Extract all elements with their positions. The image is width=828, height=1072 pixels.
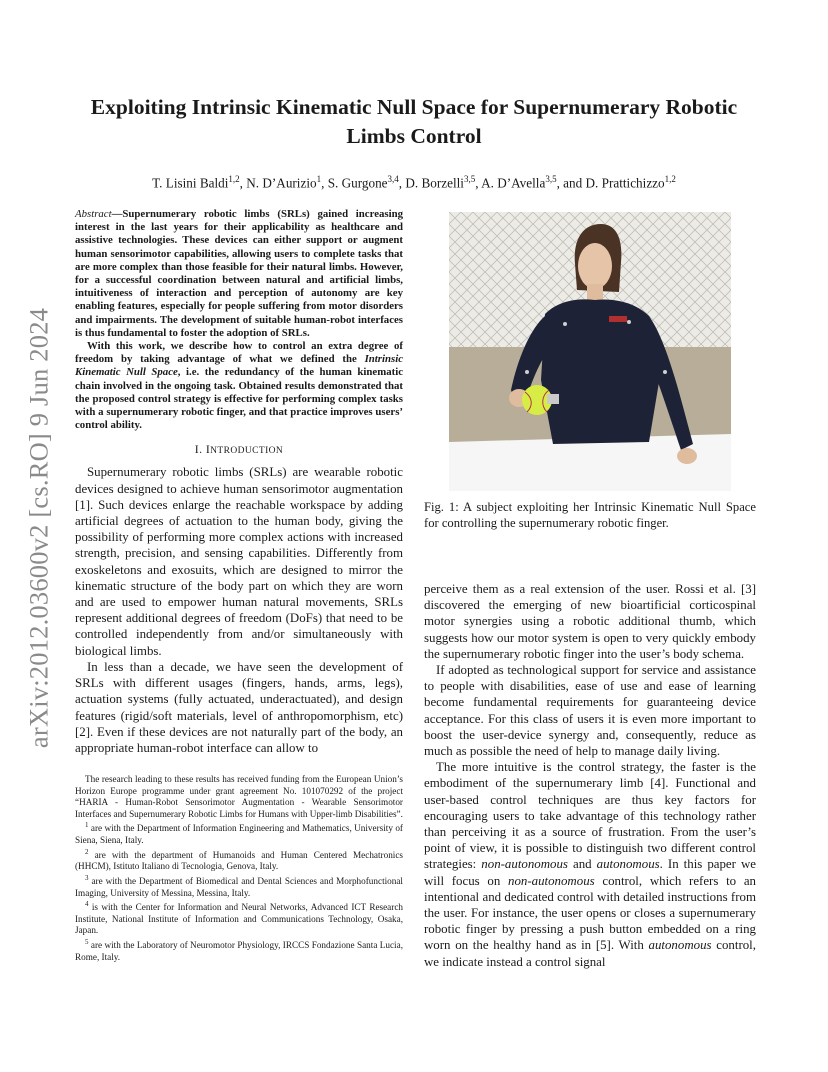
suit-logo — [609, 316, 627, 322]
author-affiliation: 1 — [316, 174, 322, 184]
abstract-paragraph-1: Abstract—Supernumerary robotic limbs (SRLs) gained increasing interest in the last years for their applicability as healthcare and assistive technologies. These devices can either support or augment human sensorimotor capabilities, allowing users to complete tasks that are more complex than those feasible for their natural limbs. However, for a successful coordination between natural and artificial limbs, intuitiveness of interaction and perception of autonomy are key enabling features, especially for people suffering from motor disorders and impairments. The development of suitable human-robot interfaces is thus fundamental to foster the adoption of SRLs. — [75, 208, 403, 339]
footnote-2: $^2$ are with the department of Humanoids and Human Centered Mechatronics (HHCM), Istituto Italiano di Tecnologia, Genova, Italy. — [75, 847, 403, 872]
author-affiliation: 1,2 — [228, 174, 240, 184]
motion-marker — [563, 322, 567, 326]
author-affiliation: 1,2 — [664, 174, 676, 184]
footnote-1: $^1$ are with the Department of Information Engineering and Mathematics, University of Siena, Siena, Italy. — [75, 821, 403, 846]
right-column — [424, 212, 756, 970]
figure-1-caption: Fig. 1: A subject exploiting her Intrinsic Kinematic Null Space for controlling the supernumerary robotic finger. — [424, 500, 756, 530]
author: D. Borzelli — [405, 175, 464, 191]
author: D. Prattichizzo — [585, 175, 665, 191]
author: S. Gurgone — [327, 175, 388, 191]
intro-paragraph-1: Supernumerary robotic limbs (SRLs) are wearable robotic devices designed to achieve human sensorimotor augmentation [1]. Such devices enlarge the reachable workspace by adding artificial degrees of actuation to the human body, giving the possibility of performing more complex actions with increased strength, precision, and sensing capabilities. Differently from exoskeletons and exosuits, which are designed to mirror the kinematic structure of the body part on which they are worn and are used to empower human natural movements, SRLs represent additional degrees of freedom (DoFs) that need to be controlled independently from and/or simultaneously with biological limbs. — [75, 465, 403, 658]
face — [578, 243, 612, 289]
arxiv-identifier-text: arXiv:2012.03600v2 [cs.RO] 9 Jun 2024 — [23, 307, 54, 749]
paper-title: Exploiting Intrinsic Kinematic Null Space for Supernumerary Robotic Limbs Control — [90, 95, 738, 148]
section-heading-introduction: I. INTRODUCTION — [194, 442, 284, 457]
author: T. Lisini Baldi — [152, 175, 229, 191]
author-affiliation: 3,5 — [545, 174, 557, 184]
robotic-finger — [547, 394, 559, 404]
motion-marker — [627, 320, 631, 324]
footnote-4: $^4$ is with the Center for Information and Neural Networks, Advanced ICT Research Institute, National Institute of Information and Communications Technology, Osaka, Japan. — [75, 900, 403, 936]
left-column — [75, 208, 403, 963]
author-affiliation: 3,5 — [463, 174, 476, 184]
figure-1-photo — [449, 212, 731, 491]
author-affiliation: 3,4 — [387, 174, 399, 184]
author-list: T. Lisini Baldi$^{1,2}$, N. D’Aurizio$^1$, S. Gurgone$^{3,4}$, D. Borzelli$^{3,5}$, A. D’Avella$^{3,5}$, and D. Prattichizzo$^{1,2}$ — [152, 174, 676, 191]
right-paragraph-3: The more intuitive is the control strategy, the faster is the embodiment of the supernumerary limb [4]. Functional and user-based control techniques are thus key factors for encouraging users to take advantage of this technology rather than perceiving it as a source of frustration. From the user’s point of view, it is possible to distinguish two different control strategies: non-autonomous and autonomous. In this paper we will focus on non-autonomous control, which refers to an intentional and dedicated control with detailed instructions from the user. For instance, the user opens or closes a supernumerary robotic finger by pressing a push button embedded on a ring worn on the healthy hand as in [5]. With autonomous control, we indicate instead a control signal — [424, 760, 757, 969]
arxiv-identifier — [21, 296, 57, 760]
motion-marker — [663, 370, 667, 374]
right-paragraph-1: perceive them as a real extension of the user. Rossi et al. [3] discovered the emerging of new bioartificial corticospinal motor synergies using a robotic additional thumb, which suggests how our motor system is open to very quickly embody the supernumerary robotic finger into the user’s body schema. — [424, 582, 756, 661]
author: N. D’Aurizio — [246, 175, 317, 191]
footnote-3: $^3$ are with the Department of Biomedical and Dental Sciences and Morphofunctional Imaging, University of Messina, Messina, Italy. — [75, 873, 403, 898]
neck — [587, 284, 603, 302]
intro-paragraph-2: In less than a decade, we have seen the development of SRLs with different usages (fingers, hands, arms, legs), actuation systems (fully actuated, underactuated), and design features (rigid/soft materials, level of anthropomorphism, etc) [2]. Even if these devices are not naturally part of the body, an appropriate human-robot interface can allow to — [75, 659, 403, 755]
abstract-paragraph-2: With this work, we describe how to control an extra degree of freedom by taking advantage of what we defined the Intrinsic Kinematic Null Space, i.e. the redundancy of the human kinematic chain involved in the ongoing task. Obtained results demonstrated that the proposed control strategy is effective for performing complex tasks with a supernumerary robotic finger, and that practice improves users’ control ability. — [75, 340, 403, 432]
black-suit-torso — [541, 299, 659, 444]
funding-note: The research leading to these results has received funding from the European Union’s Horizon Europe programme under grant agreement No. 101070292 of the project “HARIA - Human-Robot Sensorimotor Augmentation - Wearable Sensorimotor Interfaces and Supernumerary Robotic Limbs for Humans with Upper-limb Disabilities”. — [75, 774, 403, 819]
left-hand — [677, 448, 697, 464]
footnotes — [75, 774, 403, 963]
right-paragraph-2: If adopted as technological support for service and assistance to people with disabilities, ease of use and ease of learning become fundamental requirements for guaranteeing device acceptance. For this class of users it is even more important to boost the user-device synergy and, consequently, reduce as much as possible the need of help to manage daily living. — [424, 663, 756, 759]
subject-photo-illustration — [449, 212, 731, 491]
abstract-label: Abstract — [75, 208, 112, 220]
author: A. D’Avella — [481, 175, 546, 191]
motion-marker — [525, 370, 529, 374]
footnote-5: $^5$ are with the Laboratory of Neuromotor Physiology, IRCCS Fondazione Santa Lucia, Rome, Italy. — [75, 938, 403, 962]
